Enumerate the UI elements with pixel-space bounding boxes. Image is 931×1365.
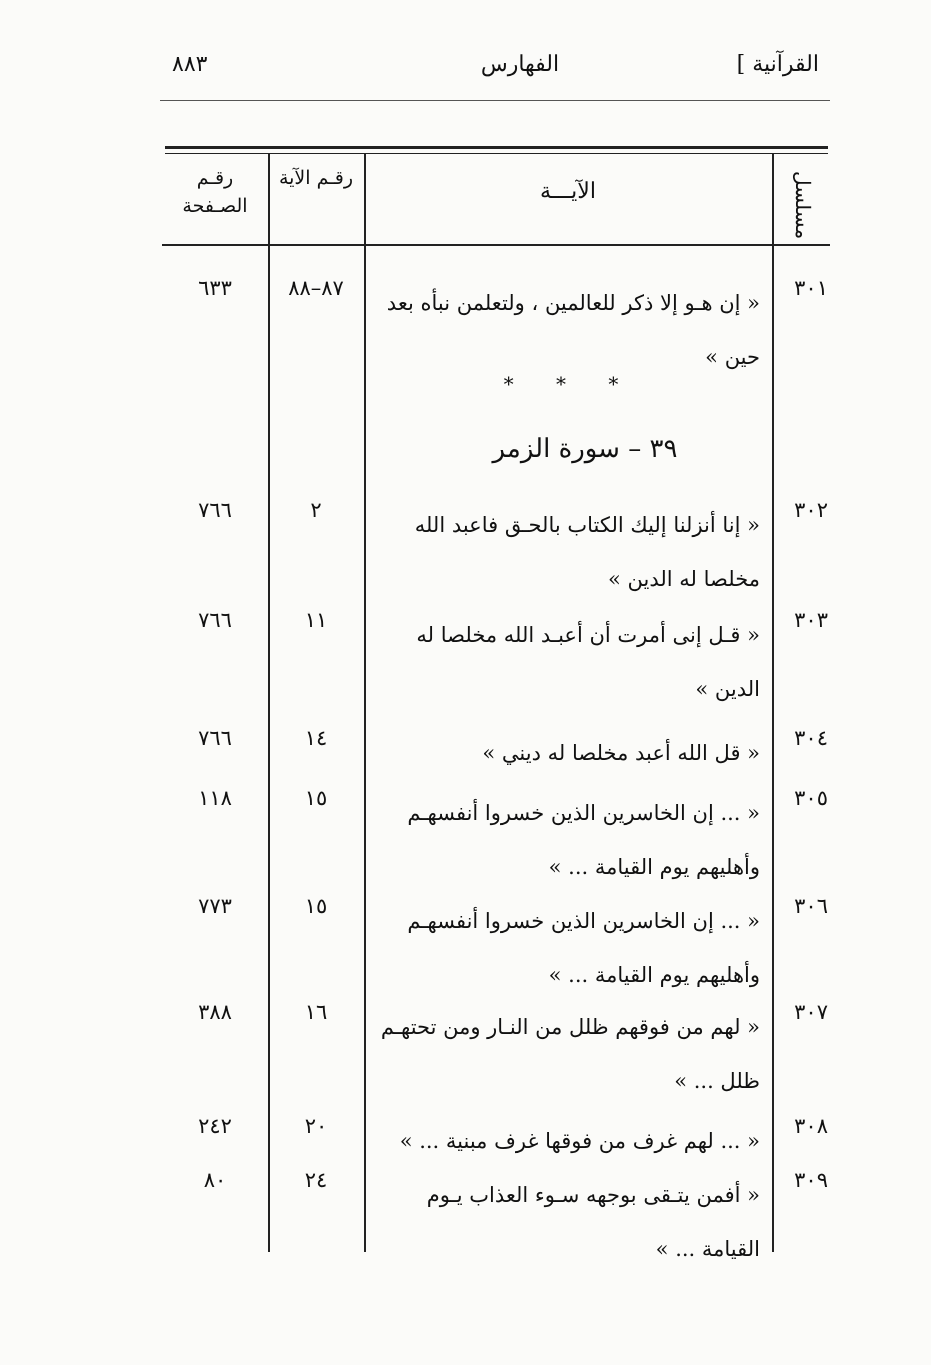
page-cell: ٧٦٦ bbox=[198, 498, 232, 522]
section-title: القرآنية ] bbox=[736, 52, 819, 77]
ayah-cell: ١٥ bbox=[304, 894, 328, 918]
verse-cell: « أفمن يتـقى بوجهه سـوء العذاب يـوم القيامة ... » bbox=[426, 1183, 760, 1261]
verse-cell: « ... إن الخاسرين الذين خسروا أنفسهـم وأهليهم يوم القيامة ... » bbox=[407, 909, 760, 987]
running-title: الفهارس bbox=[480, 52, 560, 77]
serial-cell: ٣٠٤ bbox=[794, 726, 828, 750]
page-cell: ٣٨٨ bbox=[198, 1000, 232, 1024]
verse-cell: « ... إن الخاسرين الذين خسروا أنفسهـم وأهليهم يوم القيامة ... » bbox=[407, 801, 760, 879]
page-cell: ٨٠ bbox=[203, 1168, 227, 1192]
table-top-border bbox=[165, 146, 828, 149]
page-cell: ٧٦٦ bbox=[198, 608, 232, 632]
column-header-ayah: رقـم الآية bbox=[278, 167, 354, 189]
ayah-cell: ٨٧–٨٨ bbox=[288, 276, 344, 300]
header-rule bbox=[160, 100, 830, 101]
serial-cell: ٣٠٣ bbox=[794, 608, 828, 632]
serial-cell: ٣٠٥ bbox=[794, 786, 828, 810]
serial-cell: ٣٠٨ bbox=[794, 1114, 828, 1138]
serial-cell: ٣٠٦ bbox=[794, 894, 828, 918]
table-top-border-inner bbox=[165, 153, 828, 154]
verse-cell: « قـل إنى أمرت أن أعبـد الله مخلصا له الدين » bbox=[416, 623, 760, 701]
column-header-serial: مسلسل bbox=[791, 170, 815, 240]
verse-cell: « لهم من فوقهم ظلل من النـار ومن تحتهـم ظلل ... » bbox=[380, 1015, 760, 1093]
section-separator: * * * bbox=[503, 372, 637, 396]
column-divider bbox=[772, 153, 774, 1252]
page-number: ٨٨٣ bbox=[172, 52, 208, 77]
verse-cell: « ... لهم غرف من فوقها غرف مبنية ... » bbox=[399, 1129, 760, 1153]
ayah-cell: ١٤ bbox=[304, 726, 328, 750]
page-cell: ٧٦٦ bbox=[198, 726, 232, 750]
page-cell: ٦٣٣ bbox=[198, 276, 232, 300]
page-header bbox=[0, 52, 931, 92]
ayah-cell: ٢ bbox=[310, 498, 322, 522]
serial-cell: ٣٠٢ bbox=[794, 498, 828, 522]
verse-cell: « قل الله أعبد مخلصا له ديني » bbox=[482, 741, 760, 765]
table-header-rule bbox=[162, 244, 830, 246]
page-cell: ٧٧٣ bbox=[198, 894, 232, 918]
column-divider bbox=[364, 153, 366, 1252]
ayah-cell: ١٥ bbox=[304, 786, 328, 810]
column-header-page: رقـم الصـفحة bbox=[182, 167, 248, 217]
serial-cell: ٣٠٧ bbox=[794, 1000, 828, 1024]
column-header-verse: الآيـــة bbox=[540, 179, 596, 204]
serial-cell: ٣٠١ bbox=[794, 276, 828, 300]
surah-heading: ٣٩ – سورة الزمر bbox=[492, 434, 678, 464]
ayah-cell: ٢٠ bbox=[304, 1114, 328, 1138]
column-divider bbox=[268, 153, 270, 1252]
ayah-cell: ١١ bbox=[304, 608, 328, 632]
verse-cell: « إن هـو إلا ذكر للعالمين ، ولتعلمن نبأه بعد حين » bbox=[386, 291, 760, 369]
serial-cell: ٣٠٩ bbox=[794, 1168, 828, 1192]
ayah-cell: ١٦ bbox=[304, 1000, 328, 1024]
verse-cell: « إنا أنزلنا إليك الكتاب بالحـق فاعبد الله مخلصا له الدين » bbox=[414, 513, 760, 591]
page-cell: ٢٤٢ bbox=[198, 1114, 232, 1138]
page-cell: ١١٨ bbox=[198, 786, 232, 810]
ayah-cell: ٢٤ bbox=[304, 1168, 328, 1192]
